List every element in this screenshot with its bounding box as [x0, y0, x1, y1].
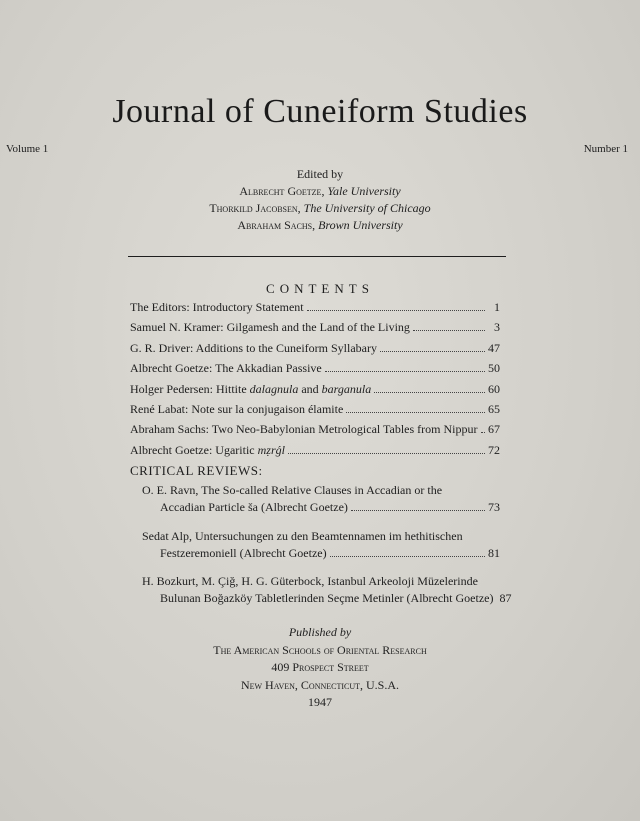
review-entry	[142, 573, 512, 611]
toc-entry	[130, 382, 500, 402]
toc-title-mid: and	[301, 381, 319, 396]
toc-title: Additions to the Cuneiform Syllabary	[195, 340, 377, 355]
review-page: 87	[499, 590, 512, 605]
contents-heading: CONTENTS	[266, 281, 374, 296]
table-of-contents	[130, 300, 512, 619]
dot-leader	[380, 343, 485, 352]
toc-page: 1	[494, 300, 500, 314]
editor-line: Thorkild Jacobsen, The University of Chicago	[209, 201, 431, 215]
published-by-label: Published by	[288, 625, 352, 639]
toc-title-italic: barganula	[321, 381, 372, 396]
review-line: Accadian Particle ša (Albrecht Goetze)	[160, 500, 348, 515]
toc-author: The Editors:	[130, 300, 190, 314]
dot-leader	[288, 445, 485, 454]
toc-title-prefix: Hittite	[215, 381, 247, 396]
review-entry	[142, 483, 500, 520]
edited-by-label: Edited by	[296, 167, 344, 181]
toc-page: 47	[488, 340, 500, 355]
toc-title-prefix: Ugaritic	[215, 442, 255, 457]
dot-leader	[413, 322, 485, 331]
editor-line: Abraham Sachs, Brown University	[237, 218, 403, 232]
dot-leader	[374, 384, 485, 393]
dot-leader	[325, 363, 485, 372]
dot-leader	[330, 548, 485, 557]
toc-author: René Labat:	[130, 401, 189, 416]
review-continuation	[142, 546, 500, 566]
publisher-block	[0, 624, 640, 712]
publisher-city: New Haven, Connecticut, U.S.A.	[240, 677, 400, 692]
review-continuation	[142, 590, 512, 611]
review-line: O. E. Ravn, The So-called Relative Clauses in Accadian or the	[142, 483, 443, 498]
dot-leader	[307, 302, 485, 311]
toc-entry	[130, 341, 500, 361]
toc-entry	[130, 422, 500, 442]
dot-leader	[351, 502, 485, 511]
dot-leader	[346, 404, 485, 413]
toc-author: G. R. Driver:	[130, 340, 194, 355]
dot-leader	[481, 424, 486, 433]
divider-rule	[128, 256, 506, 257]
review-page: 73	[488, 500, 500, 515]
toc-author: Albrecht Goetze:	[130, 361, 213, 376]
review-line: H. Bozkurt, M. Çiğ, H. G. Güterbock, Istanbul Arkeoloji Müzelerinde	[142, 573, 478, 588]
toc-page: 3	[494, 320, 500, 335]
editor-affiliation: Yale University	[327, 184, 401, 198]
toc-entry	[130, 402, 500, 422]
review-line: Sedat Alp, Untersuchungen zu den Beamtennamen im hethitischen	[142, 528, 463, 543]
toc-title: The Akkadian Passive	[215, 361, 322, 376]
editor-affiliation: Brown University	[318, 218, 403, 232]
toc-page: 50	[488, 361, 500, 376]
editor-line: Albrecht Goetze, Yale University	[239, 184, 401, 198]
critical-reviews-heading: CRITICAL REVIEWS:	[130, 463, 263, 479]
toc-title: Introductory Statement	[192, 300, 304, 314]
editors-block	[0, 166, 640, 234]
toc-entry	[130, 300, 500, 320]
toc-title-italic: dalagnula	[249, 381, 299, 396]
toc-author: Samuel N. Kramer:	[130, 320, 224, 335]
publisher-street: 409 Prospect Street	[271, 660, 369, 674]
review-entry	[142, 529, 500, 566]
number-label: Number 1	[583, 143, 628, 155]
review-page: 81	[488, 545, 500, 560]
toc-author: Holger Pedersen:	[130, 381, 213, 396]
publisher-name: The American Schools of Oriental Research	[213, 642, 427, 657]
review-line: Bulunan Boğazköy Tabletlerinden Seçme Metinler (Albrecht Goetze)	[160, 590, 494, 605]
publication-year: 1947	[308, 695, 332, 709]
volume-label: Volume 1	[6, 143, 49, 155]
editor-name: Thorkild Jacobsen	[209, 201, 298, 215]
toc-page: 67	[488, 422, 500, 437]
toc-title: Gilgamesh and the Land of the Living	[226, 320, 410, 335]
editor-name: Albrecht Goetze	[239, 184, 322, 198]
toc-entry	[130, 361, 500, 381]
toc-page: 72	[488, 442, 500, 457]
toc-title: Two Neo-Babylonian Metrological Tables from Nippur	[211, 422, 478, 437]
toc-title: Note sur la conjugaison élamite	[191, 401, 344, 416]
editor-affiliation: The University of Chicago	[303, 201, 431, 215]
toc-author: Abraham Sachs:	[130, 422, 209, 437]
review-line: Festzeremoniell (Albrecht Goetze)	[160, 545, 327, 560]
journal-title: Journal of Cuneiform Studies	[112, 93, 528, 130]
toc-author: Albrecht Goetze:	[130, 442, 213, 457]
toc-entry	[130, 443, 500, 463]
toc-title-italic: mẓrǵl	[257, 442, 285, 457]
review-continuation	[142, 500, 500, 520]
toc-entry	[130, 320, 500, 340]
toc-page: 65	[488, 401, 500, 416]
editor-name: Abraham Sachs	[237, 218, 313, 232]
toc-page: 60	[488, 381, 500, 396]
